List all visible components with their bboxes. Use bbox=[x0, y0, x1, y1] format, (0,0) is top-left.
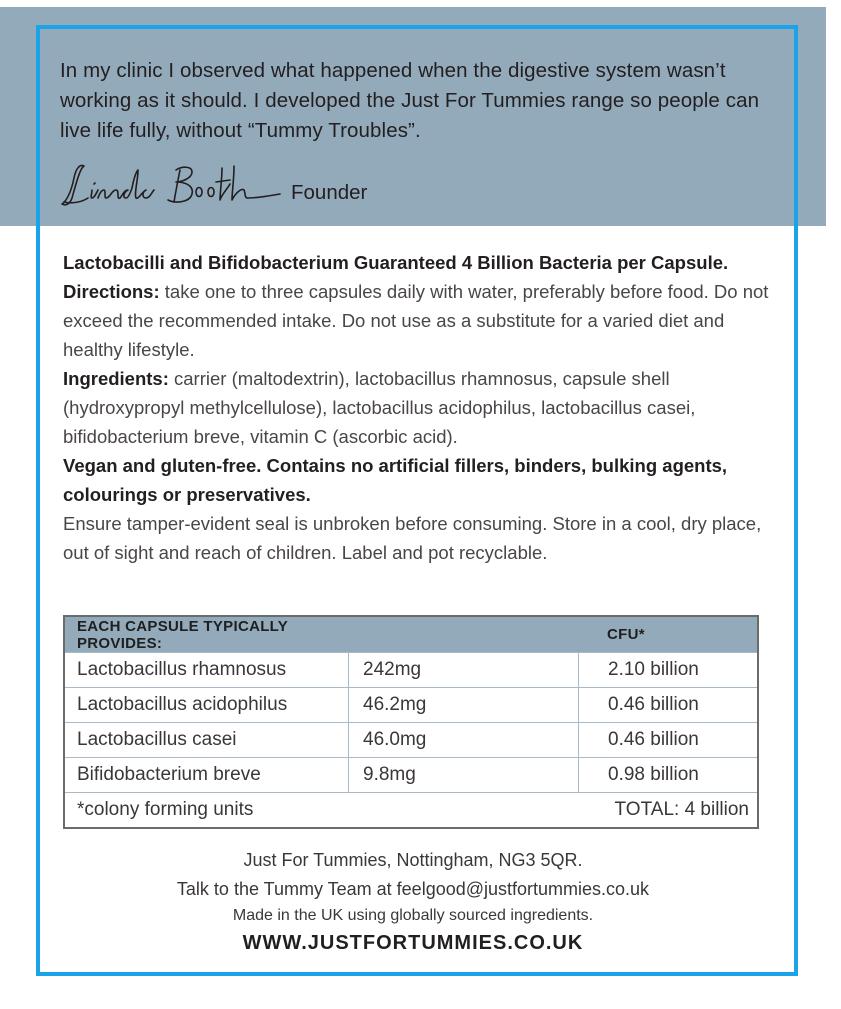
bacteria-headline: Lactobacilli and Bifidobacterium Guaranteed 4 Billion Bacteria per Capsule. bbox=[63, 252, 729, 273]
directions-paragraph bbox=[63, 277, 773, 364]
cfu-footnote: *colony forming units bbox=[77, 799, 254, 820]
table-footer bbox=[65, 792, 757, 827]
company-footer bbox=[60, 846, 766, 958]
signature-image bbox=[58, 160, 283, 208]
table-row bbox=[65, 722, 757, 757]
founder-quote: In my clinic I observed what happened when the digestive system wasn’t working as it should. I developed the Just For Tummies range so people can live life fully, without “Tummy Troubles”. bbox=[60, 59, 760, 142]
strain-name: Bifidobacterium breve bbox=[77, 764, 261, 785]
strain-amount: 46.0mg bbox=[348, 723, 578, 757]
company-address: Just For Tummies, Nottingham, NG3 5QR. bbox=[243, 850, 583, 870]
contact-line: Talk to the Tummy Team at feelgood@justfortummies.co.uk bbox=[176, 879, 650, 899]
website-link[interactable]: WWW.JUSTFORTUMMIES.CO.UK bbox=[242, 932, 584, 954]
header-cfu: CFU* bbox=[607, 626, 645, 643]
table-row bbox=[65, 652, 757, 687]
strain-name: Lactobacillus rhamnosus bbox=[77, 659, 287, 680]
table-row bbox=[65, 757, 757, 792]
ingredients-label: Ingredients: bbox=[63, 368, 169, 389]
directions-label: Directions: bbox=[63, 281, 160, 302]
founder-label: Founder bbox=[291, 181, 368, 204]
strain-amount: 242mg bbox=[348, 653, 578, 687]
ingredients-paragraph bbox=[63, 364, 773, 451]
storage-text: Ensure tamper-evident seal is unbroken before consuming. Store in a cool, dry place, out of sight and reach of children. Label and pot recyclable. bbox=[63, 513, 762, 563]
made-in-line: Made in the UK using globally sourced ingredients. bbox=[232, 907, 594, 924]
strain-cfu: 0.98 billion bbox=[578, 758, 757, 792]
strain-cfu: 0.46 billion bbox=[578, 723, 757, 757]
strain-name: Lactobacillus acidophilus bbox=[77, 694, 288, 715]
signature-row bbox=[58, 160, 458, 210]
ingredients-text: carrier (maltodextrin), lactobacillus rhamnosus, capsule shell (hydroxypropyl methylcellulose), lactobacillus acidophilus, lactobacillus casei, bifidobacterium breve, vitamin C (ascorbic acid). bbox=[63, 368, 696, 447]
product-info bbox=[63, 248, 773, 567]
directions-text: take one to three capsules daily with water, preferably before food. Do not exceed the recommended intake. Do not use as a substitute for a varied diet and healthy lifestyle. bbox=[63, 281, 769, 360]
strain-cfu: 2.10 billion bbox=[578, 653, 757, 687]
cfu-total: TOTAL: 4 billion bbox=[614, 799, 749, 820]
strain-amount: 46.2mg bbox=[348, 688, 578, 722]
table-row bbox=[65, 687, 757, 722]
strain-cfu: 0.46 billion bbox=[578, 688, 757, 722]
header-provides: EACH CAPSULE TYPICALLY PROVIDES: bbox=[77, 617, 288, 652]
vegan-statement: Vegan and gluten-free. Contains no artificial fillers, binders, bulking agents, colourings or preservatives. bbox=[63, 455, 728, 505]
strain-name: Lactobacillus casei bbox=[77, 729, 237, 750]
table-header bbox=[65, 617, 757, 652]
strain-amount: 9.8mg bbox=[348, 758, 578, 792]
nutrition-table bbox=[63, 615, 759, 829]
